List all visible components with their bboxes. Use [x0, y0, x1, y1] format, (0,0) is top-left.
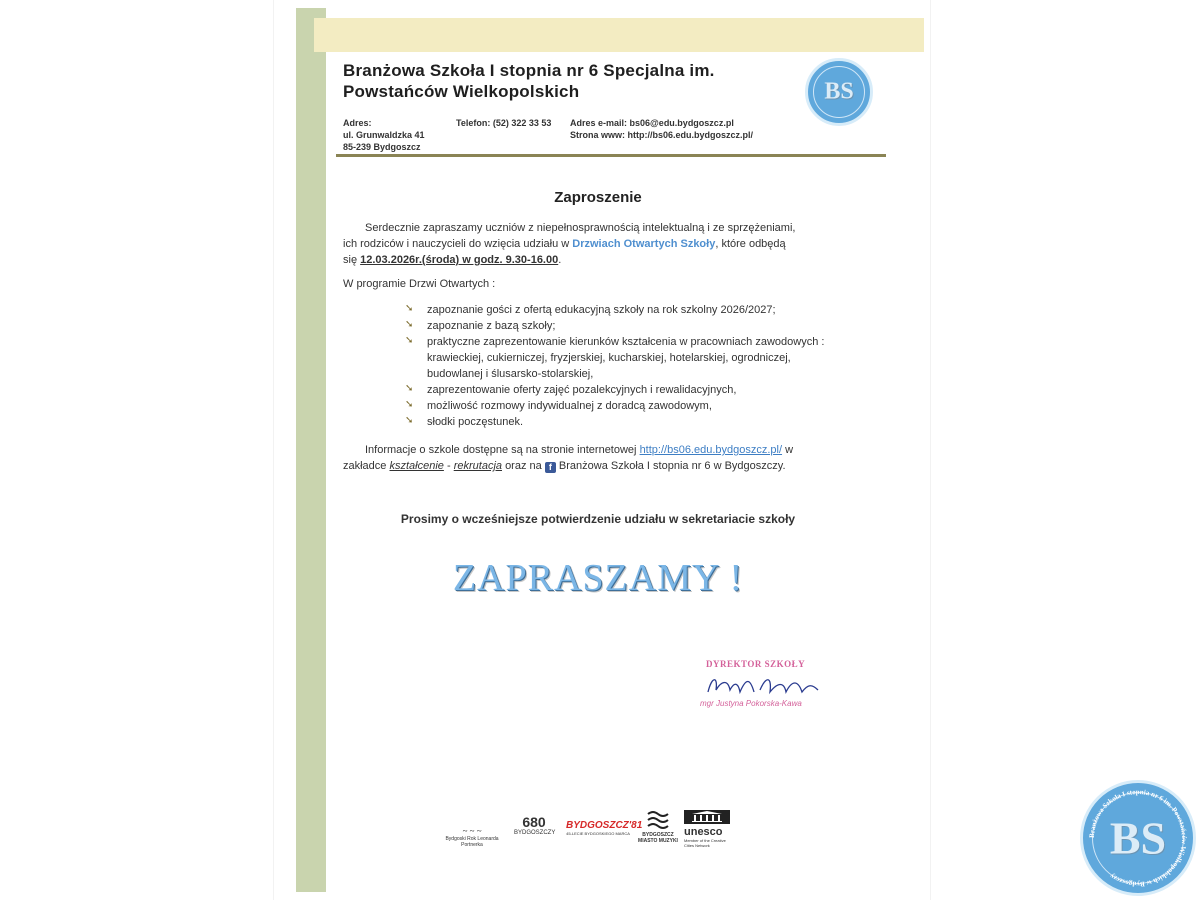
open-day-highlight: Drzwiach Otwartych Szkoły	[572, 238, 716, 250]
arrow-down-icon: ➘	[405, 383, 414, 394]
list-item	[405, 302, 845, 318]
school-logo-header	[805, 58, 873, 126]
facebook-page-name: Branżowa Szkoła I stopnia nr 6 w Bydgoszczy.	[558, 460, 786, 472]
footer-logo-3-sub: 45-LECIE BYDGOSKIEGO MARCA	[566, 831, 630, 836]
facebook-icon: f	[545, 462, 556, 473]
list-item	[405, 382, 845, 398]
footer-logo-miasto-muzyki	[636, 810, 680, 844]
info-text-end: w	[785, 444, 794, 456]
info-line-1	[343, 442, 833, 458]
list-item-text: słodki poczęstunek.	[427, 416, 523, 428]
waves-icon	[647, 810, 669, 830]
website-address: Strona www: http://bs06.edu.bydgoszcz.pl/	[570, 130, 754, 140]
logo-letters: BS	[824, 78, 854, 105]
footer-logo-rok-leonarda	[440, 826, 504, 848]
arrow-down-icon: ➘	[405, 303, 414, 314]
footer-logo-bydgoszcz81	[566, 820, 643, 836]
footer-logo-1-text: Bydgoski Rok Leonarda Portnerka	[445, 836, 499, 848]
list-item	[405, 318, 845, 334]
school-logo-large	[1080, 780, 1196, 896]
list-item-text: zapoznanie gości z ofertą edukacyjną szkoły na rok szkolny 2026/2027;	[427, 304, 776, 316]
footer-logo-unesco	[684, 810, 734, 848]
closing-invitation: ZAPRASZAMY !	[452, 557, 744, 599]
arrow-down-icon: ➘	[405, 335, 414, 346]
intro-line-3-end: .	[558, 254, 562, 266]
tab-name-ksztalcenie: kształcenie	[389, 460, 444, 472]
info-tab-prefix: zakładce	[343, 460, 387, 472]
list-item-text: praktyczne zaprezentowanie kierunków kształcenia w pracowniach zawodowych : krawieckiej, cukierniczej, fryzjerskiej, kucharskiej, hotelarskiej, ogrodniczej, budowlanej i ślusarsko-stolarskiej,	[427, 336, 825, 380]
info-text-oraz: oraz na	[505, 460, 542, 472]
tab-name-rekrutacja: rekrutacja	[453, 460, 502, 472]
address-block	[343, 117, 425, 153]
intro-line-3	[343, 252, 829, 268]
list-item-text: możliwość rozmowy indywidualnej z doradcą zawodowym,	[427, 400, 712, 412]
info-text: Informacje o szkole dostępne są na stronie internetowej	[365, 444, 637, 456]
contact-block	[570, 117, 753, 141]
footer-logo-3-text: BYDGOSZCZ'81	[566, 820, 643, 831]
school-name-heading: Branżowa Szkoła I stopnia nr 6 Specjalna im. Powstańców Wielkopolskich	[343, 61, 715, 101]
footer-logo-2-number: 680	[522, 814, 546, 830]
signatory-name: mgr Justyna Pokorska-Kawa	[700, 699, 802, 708]
logo-letters: BS	[1109, 812, 1167, 864]
confirmation-request: Prosimy o wcześniejsze potwierdzenie udziału w sekretariacie szkoły	[400, 512, 796, 526]
intro-line-3-text: się	[343, 254, 358, 266]
arrow-down-icon: ➘	[405, 415, 414, 426]
script-logo-icon: ~ ~ ~	[462, 826, 482, 836]
arrow-down-icon: ➘	[405, 319, 414, 330]
letter-title: Zaproszenie	[554, 189, 642, 206]
signature-title: DYREKTOR SZKOŁY	[706, 659, 806, 669]
info-dash: -	[446, 460, 451, 472]
footer-logo-5-sub: Member of the Creative Cities Network	[684, 838, 726, 848]
footer-logo-680	[514, 814, 554, 836]
handwritten-signature	[700, 670, 830, 700]
address-line-1: ul. Grunwaldzka 41	[343, 130, 425, 140]
event-date: 12.03.2026r.(środa) w godz. 9.30-16.00	[360, 254, 559, 266]
list-item	[405, 398, 845, 414]
arrow-down-icon: ➘	[405, 399, 414, 410]
logo-ring-caption: Branżowa Szkoła I stopnia nr 6 im. Powstańców Wielkopolskich w Bydgoszczy	[1087, 787, 1189, 889]
info-line-2	[343, 458, 833, 474]
decorative-side-bar	[296, 8, 326, 892]
intro-line-2-text: ich rodziców i nauczycieli do wzięcia udziału w	[343, 238, 570, 250]
intro-paragraph	[343, 220, 829, 268]
temple-icon	[684, 810, 730, 824]
header-divider	[336, 154, 886, 157]
program-label: W programie Drzwi Otwartych :	[343, 278, 496, 290]
list-item-text: zapoznanie z bazą szkoły;	[427, 320, 556, 332]
footer-logo-2-text: BYDGOSZCZY	[514, 830, 556, 836]
info-paragraph	[343, 442, 833, 474]
intro-line-2	[343, 236, 829, 252]
list-item	[405, 334, 845, 382]
footer-logo-5-text: unesco	[684, 826, 723, 838]
school-website-link[interactable]: http://bs06.edu.bydgoszcz.pl/	[639, 444, 783, 456]
list-item-text: zaprezentowanie oferty zajęć pozalekcyjnych i rewalidacyjnych,	[427, 384, 737, 396]
phone-number: Telefon: (52) 322 33 53	[456, 118, 552, 128]
list-item	[405, 414, 845, 430]
intro-line-1: Serdecznie zapraszamy uczniów z niepełnosprawnością intelektualną i ze sprzężeniami,	[365, 222, 796, 234]
intro-line-2-end: , które odbędą	[715, 238, 786, 250]
address-line-2: 85-239 Bydgoszcz	[343, 142, 421, 152]
footer-logo-4-text: BYDGOSZCZ MIASTO MUZYKI	[638, 832, 678, 844]
address-label: Adres:	[343, 118, 372, 128]
email-address: Adres e-mail: bs06@edu.bydgoszcz.pl	[570, 118, 734, 128]
decorative-header-band	[314, 18, 924, 52]
program-list	[405, 302, 845, 430]
